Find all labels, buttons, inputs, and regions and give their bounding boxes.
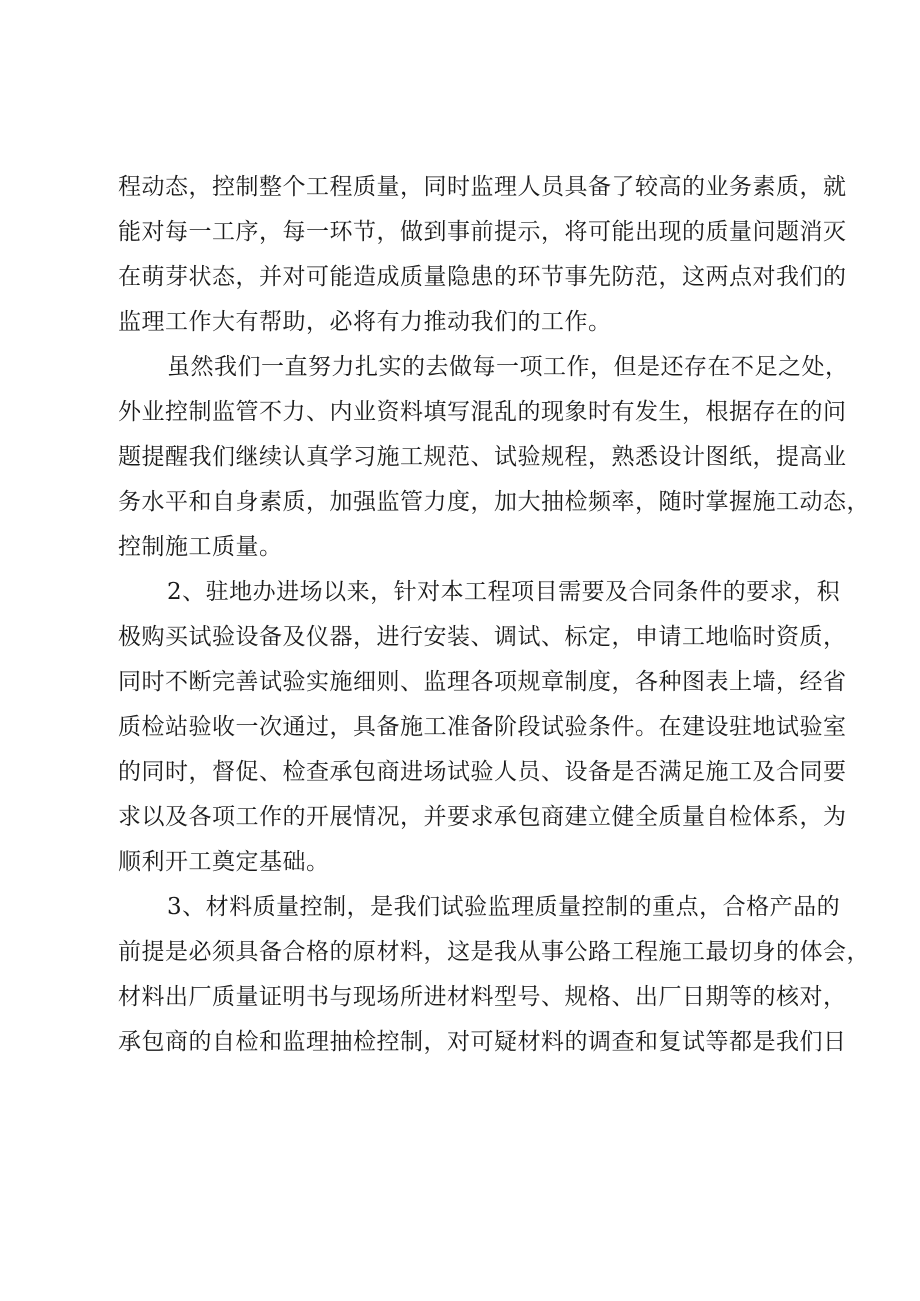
text-line: 2、驻地办进场以来，针对本工程项目需要及合同条件的要求，积 <box>167 579 841 605</box>
paragraph-3 <box>118 570 847 885</box>
text-line: 前提是必须具备合格的原材料，这是我从事公路工程施工最切身的体会， <box>118 939 870 965</box>
text-line: 程动态，控制整个工程质量，同时监理人员具备了较高的业务素质，就 <box>118 174 847 200</box>
text-line: 承包商的自检和监理抽检控制，对可疑材料的调查和复试等都是我们日 <box>118 1029 847 1055</box>
text-line: 监理工作大有帮助，必将有力推动我们的工作。 <box>118 309 612 335</box>
text-line: 顺利开工奠定基础。 <box>118 849 330 875</box>
text-line: 求以及各项工作的开展情况，并要求承包商建立健全质量自检体系，为 <box>118 804 847 830</box>
text-line: 控制施工质量。 <box>118 534 283 560</box>
text-line: 题提醒我们继续认真学习施工规范、试验规程，熟悉设计图纸，提高业 <box>118 444 847 470</box>
text-line: 质检站验收一次通过，具备施工准备阶段试验条件。在建设驻地试验室 <box>118 714 847 740</box>
text-line: 极购买试验设备及仪器，进行安装、调试、标定，申请工地临时资质， <box>118 624 847 650</box>
text-line: 同时不断完善试验实施细则、监理各项规章制度，各种图表上墙，经省 <box>118 669 847 695</box>
text-line: 在萌芽状态，并对可能造成质量隐患的环节事先防范，这两点对我们的 <box>118 264 847 290</box>
text-line: 务水平和自身素质，加强监管力度，加大抽检频率，随时掌握施工动态， <box>118 489 870 515</box>
text-line: 外业控制监管不力、内业资料填写混乱的现象时有发生，根据存在的问 <box>118 399 847 425</box>
text-line: 的同时，督促、检查承包商进场试验人员、设备是否满足施工及合同要 <box>118 759 847 785</box>
text-line: 材料出厂质量证明书与现场所进材料型号、规格、出厂日期等的核对， <box>118 984 847 1010</box>
text-line: 能对每一工序，每一环节，做到事前提示，将可能出现的质量问题消灭 <box>118 219 847 245</box>
paragraph-2 <box>118 345 870 570</box>
text-line: 3、材料质量控制，是我们试验监理质量控制的重点，合格产品的 <box>167 894 841 920</box>
paragraph-1 <box>118 165 847 345</box>
text-line: 虽然我们一直努力扎实的去做每一项工作，但是还存在不足之处， <box>167 354 849 380</box>
paragraph-4 <box>118 885 870 1065</box>
document-body <box>118 165 870 1065</box>
